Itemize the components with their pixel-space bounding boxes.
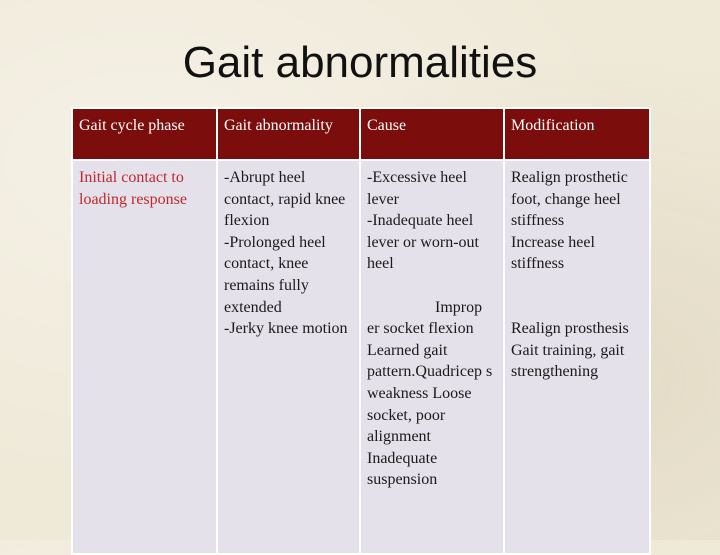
cell-abnormality xyxy=(217,160,360,554)
cause-item: -Inadequate heel lever or worn-out heel xyxy=(367,212,479,273)
gait-table xyxy=(71,107,651,555)
abnormality-item: -Jerky knee motion xyxy=(224,320,348,338)
header-modification: Modification xyxy=(504,108,650,160)
cell-phase: Initial contact to loading response xyxy=(72,160,217,554)
abnormality-item: -Prolonged heel contact, knee remains fully extended xyxy=(224,233,326,316)
slide-title: Gait abnormalities xyxy=(182,38,538,87)
header-gait-abnormality: Gait abnormality xyxy=(217,108,360,160)
cause-item: -Excessive heel lever xyxy=(367,169,467,208)
cell-modification xyxy=(504,160,650,554)
abnormality-item: -Abrupt heel contact, rapid knee flexion xyxy=(224,169,346,230)
modification-spacer xyxy=(511,297,643,319)
modification-item: Increase heel stiffness xyxy=(511,233,595,273)
modification-item: Realign prosthesis xyxy=(511,320,629,338)
modification-spacer xyxy=(511,275,643,297)
header-cause: Cause xyxy=(360,108,504,160)
modification-item: Realign prosthetic foot, change heel stiffness xyxy=(511,169,628,230)
cause-spacer xyxy=(367,275,497,297)
cell-cause xyxy=(360,160,504,554)
header-gait-cycle-phase: Gait cycle phase xyxy=(72,108,217,160)
modification-item: Gait training, gait strengthening xyxy=(511,341,625,381)
table-header-row xyxy=(72,108,650,160)
table-row xyxy=(72,160,650,554)
cause-item: Improp xyxy=(435,298,483,316)
cause-item: er socket flexion Learned gait pattern.Quadricep s weakness Loose socket, poor alignment Inadequate suspension xyxy=(367,320,493,489)
